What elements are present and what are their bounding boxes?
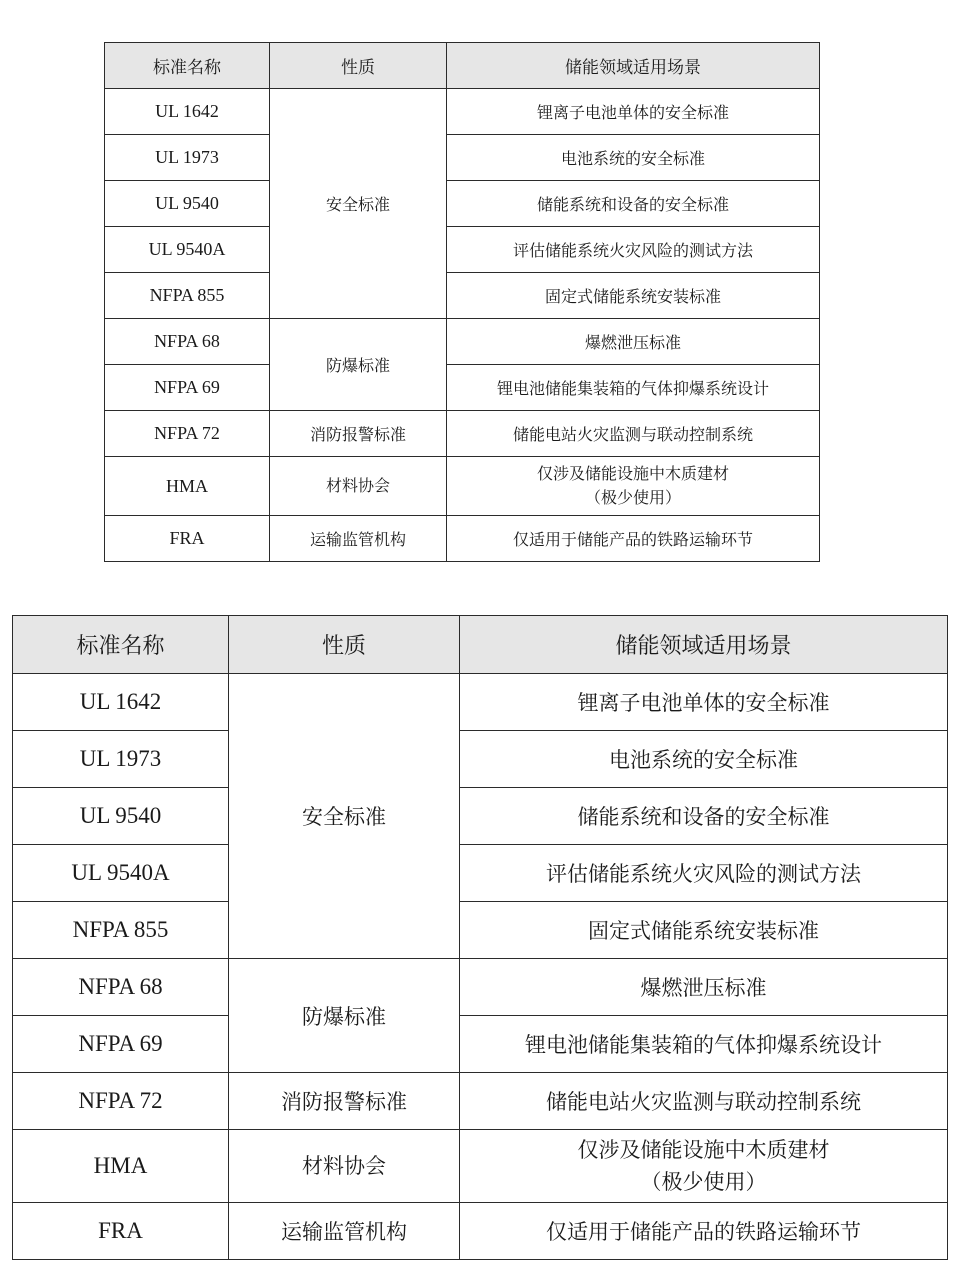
standards-table-bottom	[12, 615, 948, 1260]
nature-cell: 消防报警标准	[229, 1073, 460, 1130]
scenario-note: （极少使用）	[584, 488, 681, 507]
nature-cell: 安全标准	[270, 89, 447, 319]
standard-cell: UL 9540	[13, 788, 229, 845]
table-row	[13, 1073, 948, 1130]
table-row	[105, 273, 820, 319]
scenario-cell: 爆燃泄压标准	[460, 959, 948, 1016]
nature-cell: 运输监管机构	[270, 516, 447, 562]
header-nature: 性质	[270, 43, 447, 89]
scenario-cell: 固定式储能系统安装标准	[460, 902, 948, 959]
standard-cell: HMA	[105, 457, 270, 516]
table-row	[105, 365, 820, 411]
table-row	[105, 319, 820, 365]
header-scenario: 储能领域适用场景	[460, 616, 948, 674]
nature-cell: 消防报警标准	[270, 411, 447, 457]
scenario-cell: 电池系统的安全标准	[447, 135, 820, 181]
nature-cell: 运输监管机构	[229, 1203, 460, 1260]
standard-cell: UL 1642	[105, 89, 270, 135]
standard-cell: UL 1973	[13, 731, 229, 788]
table-row	[13, 731, 948, 788]
standard-cell: UL 9540A	[13, 845, 229, 902]
standard-cell: UL 9540	[105, 181, 270, 227]
standard-cell: HMA	[13, 1130, 229, 1203]
standard-cell: NFPA 69	[13, 1016, 229, 1073]
scenario-cell: 仅适用于储能产品的铁路运输环节	[460, 1203, 948, 1260]
scenario-cell: 仅适用于储能产品的铁路运输环节	[447, 516, 820, 562]
nature-cell: 防爆标准	[229, 959, 460, 1073]
standard-cell: UL 1642	[13, 674, 229, 731]
scenario-cell: 储能电站火灾监测与联动控制系统	[460, 1073, 948, 1130]
standards-table-top	[104, 42, 820, 562]
nature-cell: 材料协会	[229, 1130, 460, 1203]
scenario-cell: 锂电池储能集装箱的气体抑爆系统设计	[460, 1016, 948, 1073]
standard-cell: UL 9540A	[105, 227, 270, 273]
table-row	[13, 902, 948, 959]
scenario-cell: 储能系统和设备的安全标准	[460, 788, 948, 845]
nature-cell: 防爆标准	[270, 319, 447, 411]
scenario-text: 仅涉及储能设施中木质建材	[536, 464, 729, 483]
standard-cell: NFPA 69	[105, 365, 270, 411]
table-row	[105, 227, 820, 273]
scenario-cell: 评估储能系统火灾风险的测试方法	[447, 227, 820, 273]
scenario-cell: 固定式储能系统安装标准	[447, 273, 820, 319]
scenario-cell: 储能系统和设备的安全标准	[447, 181, 820, 227]
scenario-cell: 锂电池储能集装箱的气体抑爆系统设计	[447, 365, 820, 411]
table-row	[13, 1016, 948, 1073]
nature-cell: 材料协会	[270, 457, 447, 516]
header-standard-name: 标准名称	[13, 616, 229, 674]
scenario-cell: 爆燃泄压标准	[447, 319, 820, 365]
standard-cell: UL 1973	[105, 135, 270, 181]
nature-cell: 安全标准	[229, 674, 460, 959]
scenario-cell: 锂离子电池单体的安全标准	[447, 89, 820, 135]
table-row	[13, 1130, 948, 1203]
table-row	[105, 411, 820, 457]
table-row	[105, 181, 820, 227]
standard-cell: FRA	[105, 516, 270, 562]
standard-cell: NFPA 72	[13, 1073, 229, 1130]
scenario-cell: 评估储能系统火灾风险的测试方法	[460, 845, 948, 902]
table-row	[105, 516, 820, 562]
scenario-cell: 电池系统的安全标准	[460, 731, 948, 788]
table-row	[13, 845, 948, 902]
header-standard-name: 标准名称	[105, 43, 270, 89]
scenario-cell	[460, 1130, 948, 1203]
standard-cell: FRA	[13, 1203, 229, 1260]
table-header-row	[13, 616, 948, 674]
table-row	[105, 135, 820, 181]
scenario-cell: 锂离子电池单体的安全标准	[460, 674, 948, 731]
scenario-note: （极少使用）	[640, 1170, 767, 1194]
scenario-cell	[447, 457, 820, 516]
table-header-row	[105, 43, 820, 89]
table-row	[105, 89, 820, 135]
standard-cell: NFPA 68	[105, 319, 270, 365]
header-nature: 性质	[229, 616, 460, 674]
scenario-cell: 储能电站火灾监测与联动控制系统	[447, 411, 820, 457]
table-row	[105, 457, 820, 516]
standard-cell: NFPA 855	[13, 902, 229, 959]
header-scenario: 储能领域适用场景	[447, 43, 820, 89]
table-row	[13, 788, 948, 845]
scenario-text: 仅涉及储能设施中木质建材	[577, 1138, 830, 1162]
standard-cell: NFPA 855	[105, 273, 270, 319]
table-row	[13, 1203, 948, 1260]
standard-cell: NFPA 68	[13, 959, 229, 1016]
table-row	[13, 959, 948, 1016]
standard-cell: NFPA 72	[105, 411, 270, 457]
table-row	[13, 674, 948, 731]
